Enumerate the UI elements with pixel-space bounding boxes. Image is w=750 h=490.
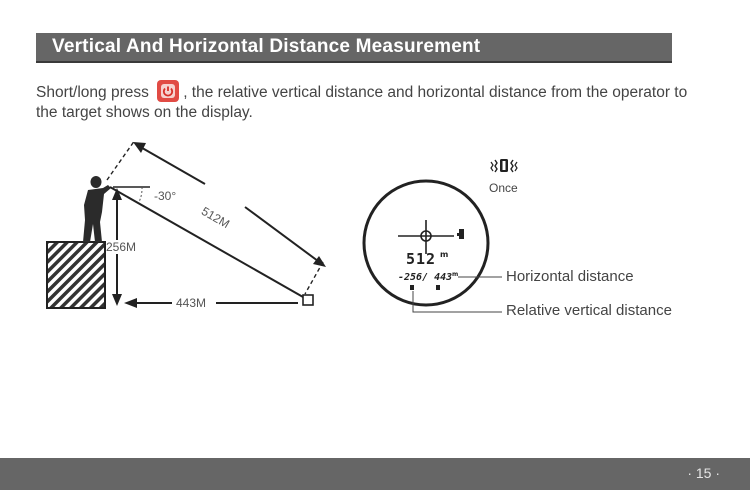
horizontal-distance-label: 443M: [176, 296, 207, 310]
angle-label: -30°: [154, 189, 177, 203]
battery-icon: [459, 229, 464, 239]
scope-main-reading: 512: [406, 250, 437, 268]
intro-text-before: Short/long press: [36, 84, 149, 101]
callout-horizontal: Horizontal distance: [506, 268, 634, 285]
scope-secondary-reading: -256/ 443: [398, 272, 453, 283]
scope-secondary-unit: m: [452, 271, 459, 278]
intro-text-after: , the relative vertical distance and horizontal distance from the operator to the target shows on the display.: [36, 84, 688, 121]
vibration-icon: [491, 159, 517, 172]
status-mark-left: [410, 285, 414, 290]
footer-bar: [0, 458, 750, 490]
section-title: Vertical And Horizontal Distance Measurement: [52, 36, 481, 57]
page-number: · 15 ·: [687, 465, 720, 481]
target-square-icon: [303, 295, 313, 305]
platform-block: [47, 242, 105, 308]
status-mark-right: [436, 285, 440, 290]
vertical-distance-label: 256M: [106, 240, 137, 254]
callout-vertical: Relative vertical distance: [506, 302, 672, 319]
distance-dimension-line: [137, 145, 205, 184]
line-distance-label: 512M: [199, 204, 233, 232]
mode-label: Once: [489, 181, 518, 195]
scope-main-unit: m: [440, 250, 449, 259]
angle-arc: [139, 187, 142, 202]
operator-silhouette: [83, 176, 111, 242]
